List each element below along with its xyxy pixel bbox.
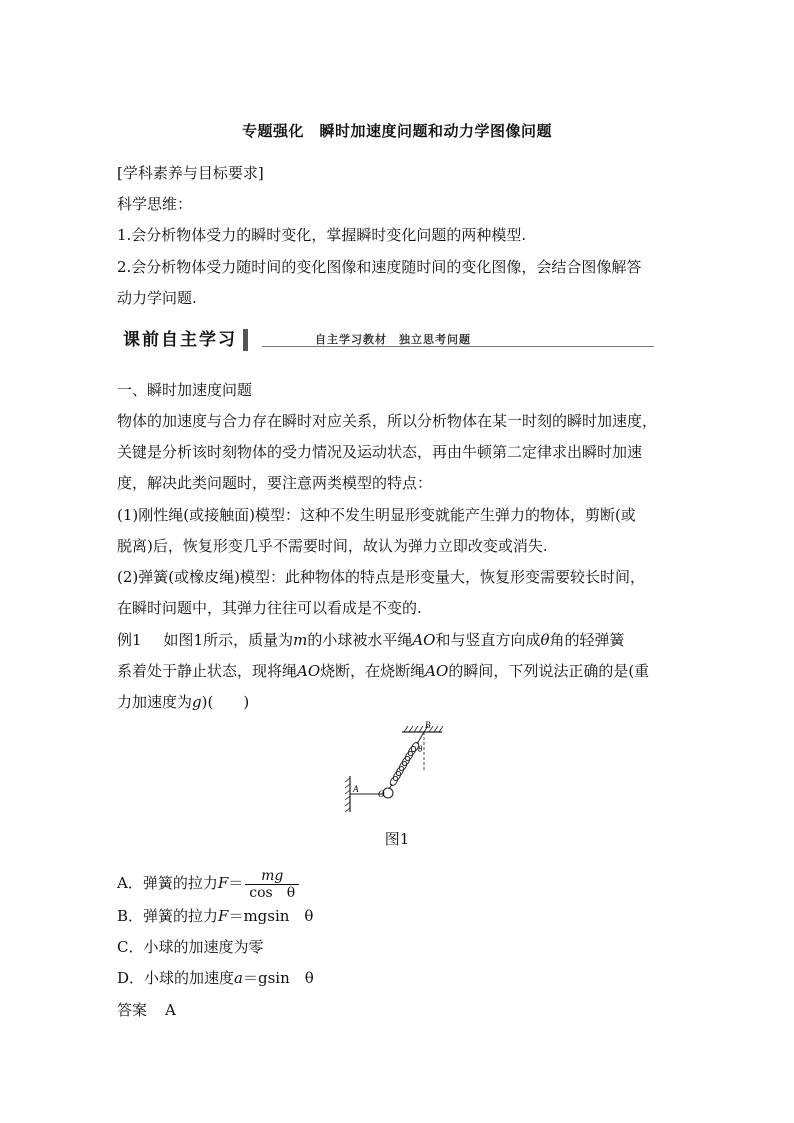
example-line-1: 例1 如图1所示，质量为m的小球被水平绳AO和与竖直方向成θ角的轻弹簧 xyxy=(117,631,625,649)
goal-item-2-line1: 2.会分析物体受力随时间的变化图像和速度随时间的变化图像，会结合图像解答 xyxy=(117,258,642,276)
model-1-line2: 脱离)后，恢复形变几乎不需要时间，故认为弹力立即改变或消失. xyxy=(117,537,548,555)
option-D: D．小球的加速度a＝gsin θ xyxy=(117,969,314,987)
section-heading: 一、瞬时加速度问题 xyxy=(117,381,253,399)
spring xyxy=(389,732,424,789)
label-theta: θ xyxy=(418,744,423,754)
paragraph-line: 度，解决此类问题时，要注意两类模型的特点： xyxy=(117,474,433,492)
example-label: 例1 xyxy=(117,631,142,649)
answer-value: A xyxy=(165,1001,176,1019)
wall-support xyxy=(345,776,350,812)
spring-ball-diagram xyxy=(340,718,450,818)
label-B: B xyxy=(425,720,431,730)
label-A: A xyxy=(353,784,359,794)
model-1-line1: (1)刚性绳(或接触面)模型：这种不发生明显形变就能产生弹力的物体，剪断(或 xyxy=(117,506,636,524)
option-A: A．弹簧的拉力F＝ $\frac{mg}{\text{cos θ}}$ xyxy=(117,866,677,900)
example-line-3: 力加速度为g)( ) xyxy=(117,693,250,711)
section-banner xyxy=(117,327,657,353)
fraction: $\frac{mg}{\text{cos θ}}$ xyxy=(245,868,299,901)
goals-header: [学科素养与目标要求] xyxy=(117,164,264,182)
paragraph-line: 关键是分析该时刻物体的受力情况及运动状态，再由牛顿第二定律求出瞬时加速 xyxy=(117,443,643,461)
ball xyxy=(383,788,393,798)
example-line-2: 系着处于静止状态，现将绳AO烧断，在烧断绳AO的瞬间，下列说法正确的是(重 xyxy=(117,662,650,680)
model-2-line1: (2)弹簧(或橡皮绳)模型：此种物体的特点是形变量大，恢复形变需要较长时间， xyxy=(117,568,645,586)
option-C: C．小球的加速度为零 xyxy=(117,938,264,956)
figure-caption: 图1 xyxy=(384,830,410,848)
label-O: O xyxy=(378,789,385,799)
answer-line xyxy=(117,1000,677,1020)
page-title: 专题强化 瞬时加速度问题和动力学图像问题 xyxy=(241,122,552,140)
banner-label: 课前自主学习 xyxy=(117,329,248,351)
goal-item-1: 1.会分析物体受力的瞬时变化，掌握瞬时变化问题的两种模型. xyxy=(117,226,527,244)
goal-item-2-line2: 动力学问题. xyxy=(117,289,197,307)
goals-subheading: 科学思维： xyxy=(117,195,193,213)
answer-label: 答案 xyxy=(117,1001,148,1019)
model-2-line2: 在瞬时问题中，其弹力往往可以看成是不变的. xyxy=(117,599,422,617)
ceiling-support xyxy=(402,726,443,732)
banner-subtitle: 自主学习教材 独立思考问题 xyxy=(315,333,471,346)
paragraph-line: 物体的加速度与合力存在瞬时对应关系，所以分析物体在某一时刻的瞬时加速度， xyxy=(117,412,658,430)
option-B: B．弹簧的拉力F＝mgsin θ xyxy=(117,907,314,925)
